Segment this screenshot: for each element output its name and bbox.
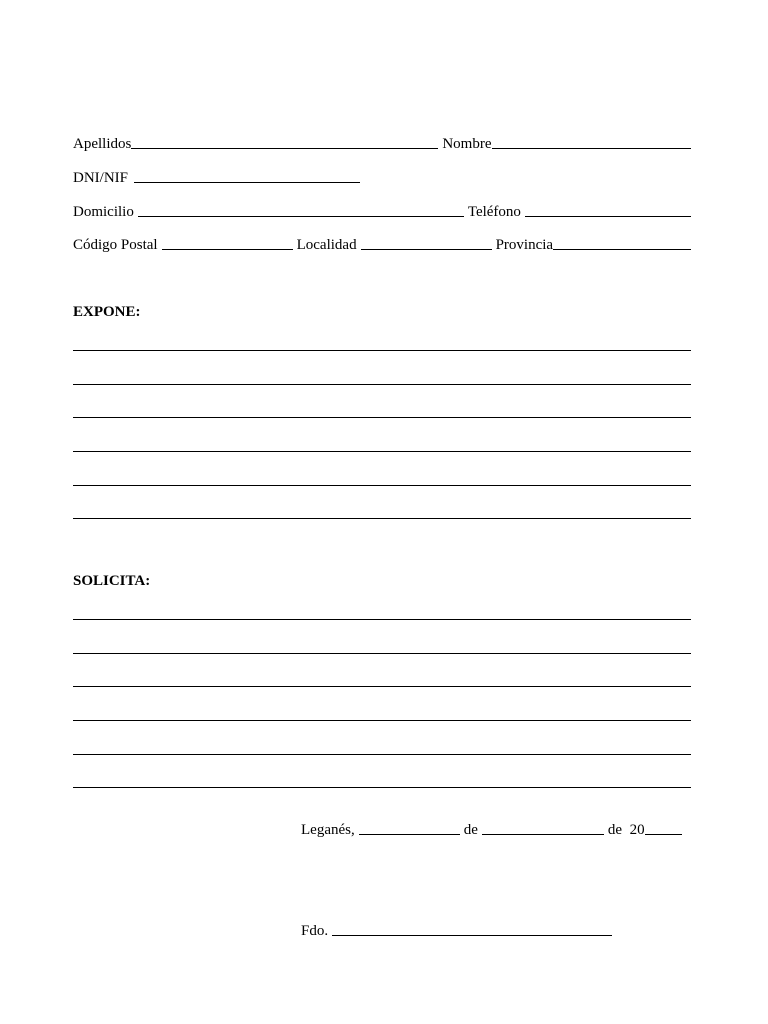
de-label-2: de 20 (607, 822, 645, 838)
telefono-field[interactable] (525, 216, 691, 217)
expone-line[interactable] (73, 451, 691, 452)
row-cp-localidad-provincia (73, 233, 691, 253)
dni-label: DNI/NIF (73, 170, 128, 186)
solicita-line[interactable] (73, 720, 691, 721)
codigo-postal-field[interactable] (162, 249, 293, 250)
localidad-field[interactable] (361, 249, 492, 250)
telefono-label: Teléfono (467, 204, 521, 220)
row-place-date (301, 818, 691, 838)
row-domicilio-telefono (73, 200, 691, 220)
row-apellidos-nombre (73, 132, 691, 152)
dni-field[interactable] (134, 182, 360, 183)
expone-line[interactable] (73, 518, 691, 519)
signature-field[interactable] (332, 935, 612, 936)
provincia-label: Provincia (495, 237, 554, 253)
day-field[interactable] (359, 834, 460, 835)
domicilio-label: Domicilio (73, 204, 134, 220)
row-signature (301, 919, 621, 939)
expone-line[interactable] (73, 350, 691, 351)
solicita-line[interactable] (73, 619, 691, 620)
month-field[interactable] (482, 834, 604, 835)
nombre-field[interactable] (492, 148, 692, 149)
expone-line[interactable] (73, 417, 691, 418)
expone-line[interactable] (73, 485, 691, 486)
solicita-line[interactable] (73, 787, 691, 788)
nombre-label: Nombre (442, 136, 492, 152)
expone-heading: EXPONE: (73, 304, 141, 320)
de-label-1: de (463, 822, 478, 838)
codigo-postal-label: Código Postal (73, 237, 158, 253)
row-dni (73, 166, 691, 186)
apellidos-label: Apellidos (73, 136, 132, 152)
solicita-heading: SOLICITA: (73, 573, 151, 589)
localidad-label: Localidad (296, 237, 357, 253)
year-field[interactable] (645, 834, 682, 835)
domicilio-field[interactable] (138, 216, 464, 217)
expone-line[interactable] (73, 384, 691, 385)
solicita-line[interactable] (73, 686, 691, 687)
firma-label: Fdo. (301, 923, 329, 939)
place-label: Leganés, (301, 822, 355, 838)
provincia-field[interactable] (553, 249, 691, 250)
apellidos-field[interactable] (131, 148, 438, 149)
solicita-line[interactable] (73, 653, 691, 654)
solicita-line[interactable] (73, 754, 691, 755)
